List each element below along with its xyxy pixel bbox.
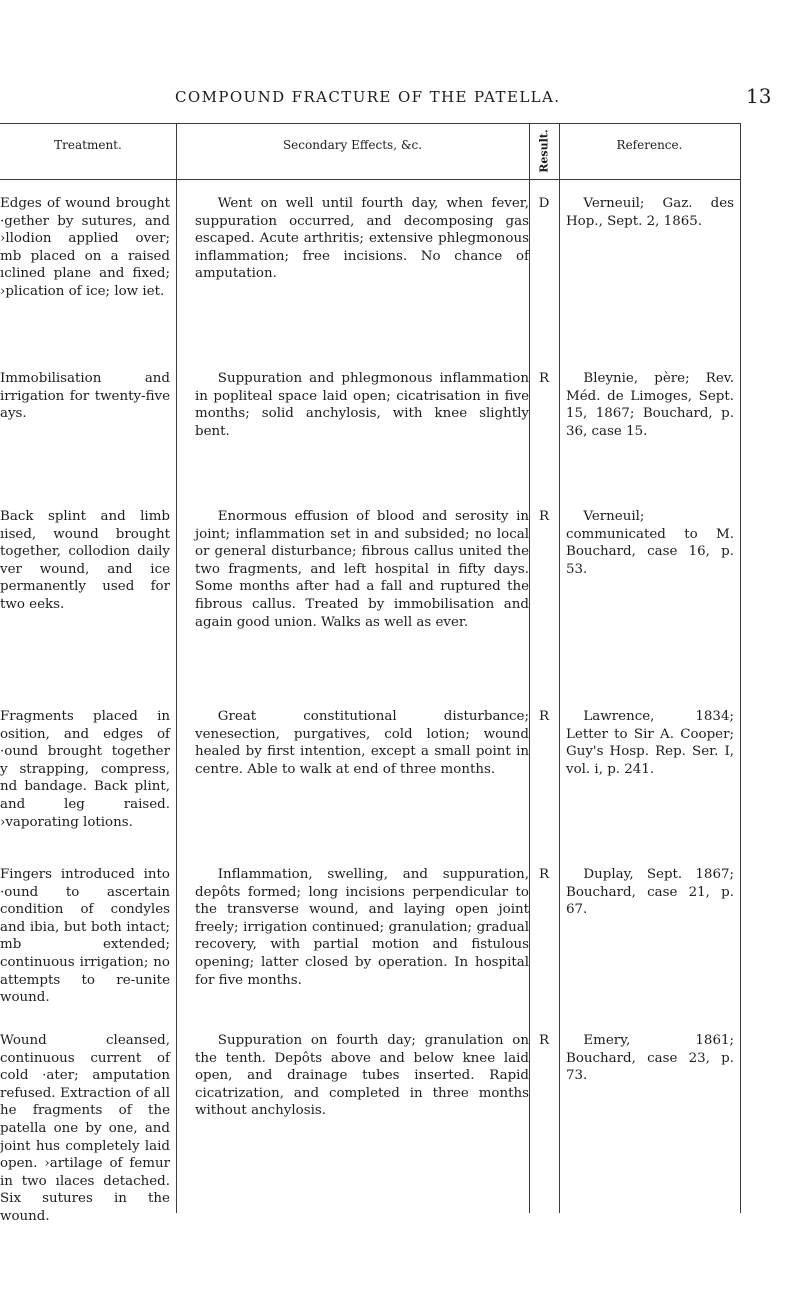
row-3-reference: Verneuil; communicated to M. Bouchard, case 16, p. 53. xyxy=(566,509,734,577)
row-2-result: R xyxy=(538,371,550,386)
column-divider-result xyxy=(559,123,560,1213)
header-rule-top xyxy=(0,123,740,124)
row-5-reference: Duplay, Sept. 1867; Bouchard, case 21, p. 67. xyxy=(566,867,734,918)
row-4-reference: Lawrence, 1834; Letter to Sir A. Cooper; Guy's Hosp. Rep. Ser. I, vol. i, p. 241. xyxy=(566,709,734,777)
row-3-treatment: Back splint and limb ıised, wound brought together, collodion daily ver wound, and ice permanently used for two eeks. xyxy=(0,509,170,612)
row-2-secondary-effects: Suppuration and phlegmonous inflammation in popliteal space laid open; cicatrisation in five months; solid anchylosis, with knee slightly bent. xyxy=(195,371,529,439)
header-rule-bottom xyxy=(0,179,740,180)
column-head-result: Result. xyxy=(537,129,551,173)
row-4-secondary-effects: Great constitutional disturbance; venesection, purgatives, cold lotion; wound healed by first intention, except a small point in centre. Able to walk at end of three months. xyxy=(195,709,529,777)
running-title: COMPOUND FRACTURE OF THE PATELLA. xyxy=(175,88,561,106)
row-1-treatment: Edges of wound brought ·gether by sutures, and ›llodion applied over; mb placed on a raised ıclined plane and fixed; ›plication of ice; low iet. xyxy=(0,196,170,299)
column-divider-treatment xyxy=(176,123,177,1213)
column-head-treatment: Treatment. xyxy=(54,138,122,152)
row-6-reference: Emery, 1861; Bouchard, case 23, p. 73. xyxy=(566,1033,734,1084)
column-head-secondary-effects: Secondary Effects, &c. xyxy=(282,138,423,152)
row-5-treatment: Fingers introduced into ·ound to ascertain condition of condyles and ibia, but both intact; mb extended; continuous irrigation; no attempts to re-unite wound. xyxy=(0,867,170,1006)
row-3-secondary-effects: Enormous effusion of blood and serosity in joint; inflammation set in and subsided; no local or general disturbance; fibrous callus united the two fragments, and left hospital in fifty days. Some months after had a fall and ruptured the fibrous callus. Treated by immobilisation and again good union. Walks as well as ever. xyxy=(195,509,529,630)
row-1-result: D xyxy=(538,196,550,211)
row-3-result: R xyxy=(538,509,550,524)
column-head-reference: Reference. xyxy=(616,138,683,152)
row-6-result: R xyxy=(538,1033,550,1048)
row-6-treatment: Wound cleansed, continuous current of cold ·ater; amputation refused. Extraction of all he fragments of the patella one by one, and joint hus completely laid open. ›artilage of femur in two ılaces detached. Six sutures in the wound. xyxy=(0,1033,170,1224)
row-6-secondary-effects: Suppuration on fourth day; granulation on the tenth. Depôts above and below knee laid open, and drainage tubes inserted. Rapid cicatrization, and completed in three months without anchylosis. xyxy=(195,1033,529,1119)
row-2-reference: Bleynie, père; Rev. Méd. de Limoges, Sept. 15, 1867; Bouchard, p. 36, case 15. xyxy=(566,371,734,439)
row-5-secondary-effects: Inflammation, swelling, and suppuration, depôts formed; long incisions perpendicular to the transverse wound, and laying open joint freely; irrigation continued; granulation; gradual recovery, with partial motion and fistulous opening; latter closed by operation. In hospital for five months. xyxy=(195,867,529,988)
row-1-secondary-effects: Went on well until fourth day, when fever, suppuration occurred, and decomposing gas escaped. Acute arthritis; extensive phlegmonous inflammation; free incisions. No chance of amputation. xyxy=(195,196,529,282)
row-5-result: R xyxy=(538,867,550,882)
row-4-treatment: Fragments placed in osition, and edges of ·ound brought together y strapping, compress, nd bandage. Back plint, and leg raised. ›vaporating lotions. xyxy=(0,709,170,830)
row-4-result: R xyxy=(538,709,550,724)
table-right-edge xyxy=(740,123,741,1213)
row-1-reference: Verneuil; Gaz. des Hop., Sept. 2, 1865. xyxy=(566,196,734,229)
page-number: 13 xyxy=(746,84,772,108)
row-2-treatment: Immobilisation and irrigation for twenty-five ays. xyxy=(0,371,170,422)
